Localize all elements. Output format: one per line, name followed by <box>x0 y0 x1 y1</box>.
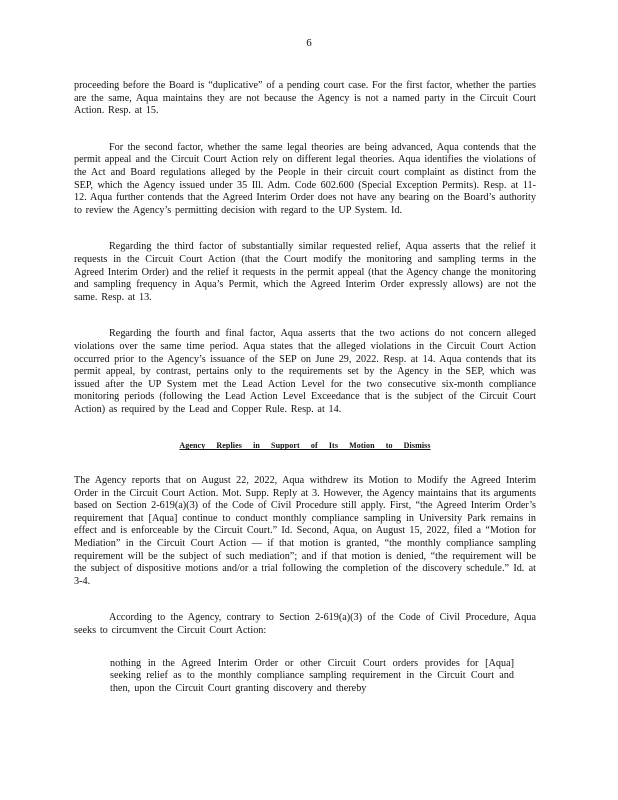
paragraph-circumvent: According to the Agency, contrary to Section 2-619(a)(3) of the Code of Civil Procedure, Aqua seeks to circumvent the Circuit Court Action: <box>74 612 536 636</box>
paragraph-continuation: proceeding before the Board is “duplicative” of a pending court case. For the first factor, whether the parties are the same, Aqua maintains they are not because the Agency is not a named party in the Circuit Court Action. Resp. at 15. <box>74 80 536 117</box>
paragraph-second-factor: For the second factor, whether the same legal theories are being advanced, Aqua contends that the permit appeal and the Circuit Court Action rely on different legal theories. Aqua identifies the violations of the Act and Board regulations alleged by the People in their circuit court complaint as distinct from the SEP, which the Agency issued under 35 Ill. Adm. Code 602.600 (Special Exception Permits). Resp. at 11-12. Aqua further contends that the Agreed Interim Order does not have any bearing on the Board’s authority to review the Agency’s permitting decision with regard to the UP System. Id. <box>74 141 536 216</box>
document-body <box>74 80 536 695</box>
paragraph-third-factor: Regarding the third factor of substantially similar requested relief, Aqua asserts that the relief it requests in the Circuit Court Action (that the Court modify the monitoring and sampling terms in the Agreed Interim Order) and the relief it requests in the permit appeal (that the Agency change the monitoring and sampling frequency in Aqua’s Permit, which the Agreed Interim Order expressly allows) are not the same. Resp. at 13. <box>74 241 536 303</box>
block-quote: nothing in the Agreed Interim Order or other Circuit Court orders provides for [Aqua] seeking relief as to the monthly compliance sampling requirement in the Circuit Court and then, upon the Circuit Court granting discovery and thereby <box>110 657 514 694</box>
section-heading: Agency Replies in Support of Its Motion to Dismiss <box>179 441 431 451</box>
paragraph-fourth-factor: Regarding the fourth and final factor, Aqua asserts that the two actions do not concern alleged violations over the same time period. Aqua states that the alleged violations in the Circuit Court Action occurred prior to the Agency’s issuance of the SEP on June 29, 2022. Resp. at 14. Aqua contends that its permit appeal, by contrast, pertains only to the requirements set by the Agency in the SEP, which was issued after the UP System met the Lead Action Level for the two consecutive six-month compliance monitoring periods (following the Lead Action Level Exceedance that is the subject of the Circuit Court Action) as required by the Lead and Copper Rule. Resp. at 14. <box>74 328 536 415</box>
paragraph-agency-reports: The Agency reports that on August 22, 2022, Aqua withdrew its Motion to Modify the Agreed Interim Order in the Circuit Court Action. Mot. Supp. Reply at 3. However, the Agency maintains that its arguments based on Section 2-619(a)(3) of the Code of Civil Procedure still apply. First, “the Agreed Interim Order’s requirement that [Aqua] continue to conduct monthly compliance sampling in University Park remains in effect and is enforceable by the Circuit Court.” Id. Second, Aqua, on August 15, 2022, filed a “Motion for Mediation” in the Circuit Court Action — if that motion is granted, “the monthly compliance sampling requirement will be the subject of such mediation”; and if that motion is denied, “the requirement will be the subject of dispositive motions and/or a trial following the completion of the discovery schedule.” Id. at 3-4. <box>74 475 536 587</box>
page-number: 6 <box>306 37 312 49</box>
